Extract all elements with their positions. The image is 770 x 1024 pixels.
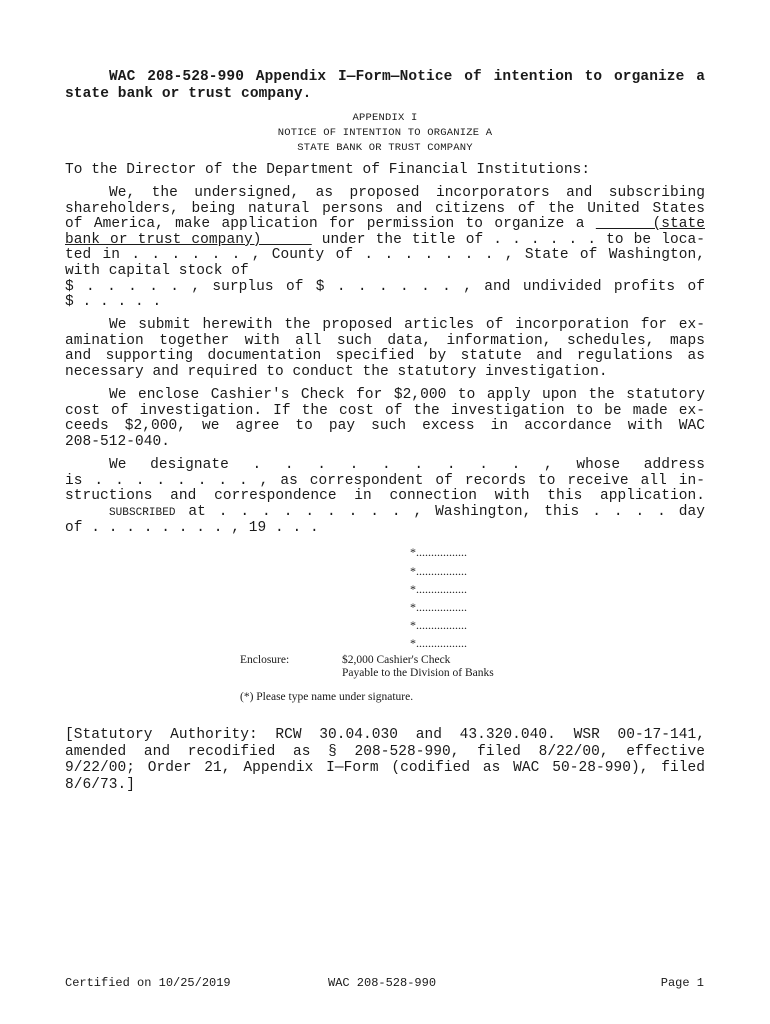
document-title: WAC 208-528-990 Appendix I—Form—Notice of intention to organize a state bank or trust company. <box>65 69 705 102</box>
notice-heading-line2: STATE BANK OR TRUST COMPANY <box>297 142 473 154</box>
signature-line: *................. <box>410 618 467 632</box>
articles-paragraph: We submit herewith the proposed articles of incorporation for ex- amination together with all such data, information, schedules, maps and supporting documentation specified by statute and regulations as necessary and required to conduct the statutory investigation. <box>65 317 705 380</box>
signature-note: (*) Please type name under signature. <box>240 691 414 703</box>
certified-date: Certified on 10/25/2019 <box>65 976 231 990</box>
enclosure-payable: Payable to the Division of Banks <box>342 667 494 679</box>
salutation: To the Director of the Department of Financial Institutions: <box>65 162 591 178</box>
signature-line: *................. <box>410 600 467 614</box>
appendix-heading: APPENDIX I <box>352 112 418 124</box>
enclosure-label: Enclosure: <box>240 654 290 666</box>
page-number: Page 1 <box>660 976 704 990</box>
signature-line: *................. <box>410 564 467 578</box>
enclosure-check: $2,000 Cashier's Check <box>342 654 451 666</box>
application-paragraph: We, the undersigned, as proposed incorporators and subscribing shareholders, being natural persons and citizens of the United States of America, make application for permission to organize a (state bank or trust company) under the title of . . . . . . to be loca- ted in . . . . . . , County of . . . . . . . , State of Washington, with capital stock of $ . . . . . , surplus of $ . . . . . . , and undivided profits of $ . . . . . <box>65 185 706 311</box>
notice-heading: NOTICE OF INTENTION TO ORGANIZE A <box>277 127 493 139</box>
cashiers-check-paragraph: We enclose Cashier's Check for $2,000 to apply upon the statutory cost of investigation. If the cost of the investigation to be made ex- ceeds $2,000, we agree to pay such excess in accordance with WAC 208-512-040. <box>65 387 705 450</box>
statutory-authority: [Statutory Authority: RCW 30.04.030 and 43.320.040. WSR 00-17-141, amended and recodified as § 208-528-990, filed 8/22/00, effective 9/22/00; Order 21, Appendix I—Form (codified as WAC 50-28-990), filed 8/6/73.] <box>65 727 705 793</box>
signature-line: *................. <box>410 636 467 650</box>
footer-wac: WAC 208-528-990 <box>328 976 437 990</box>
designation-paragraph: We designate . . . . . . . . . , whose address is . . . . . . . . , as correspondent of records to receive all in- structions and correspondence in connection with this application. SUBSCRIBED at . . . . . . . . . , Washington, this . . . . day of . . . . . . . . , 19 . . . <box>65 457 705 537</box>
signature-line: *................. <box>410 582 467 596</box>
signature-line: *................. <box>410 545 467 559</box>
